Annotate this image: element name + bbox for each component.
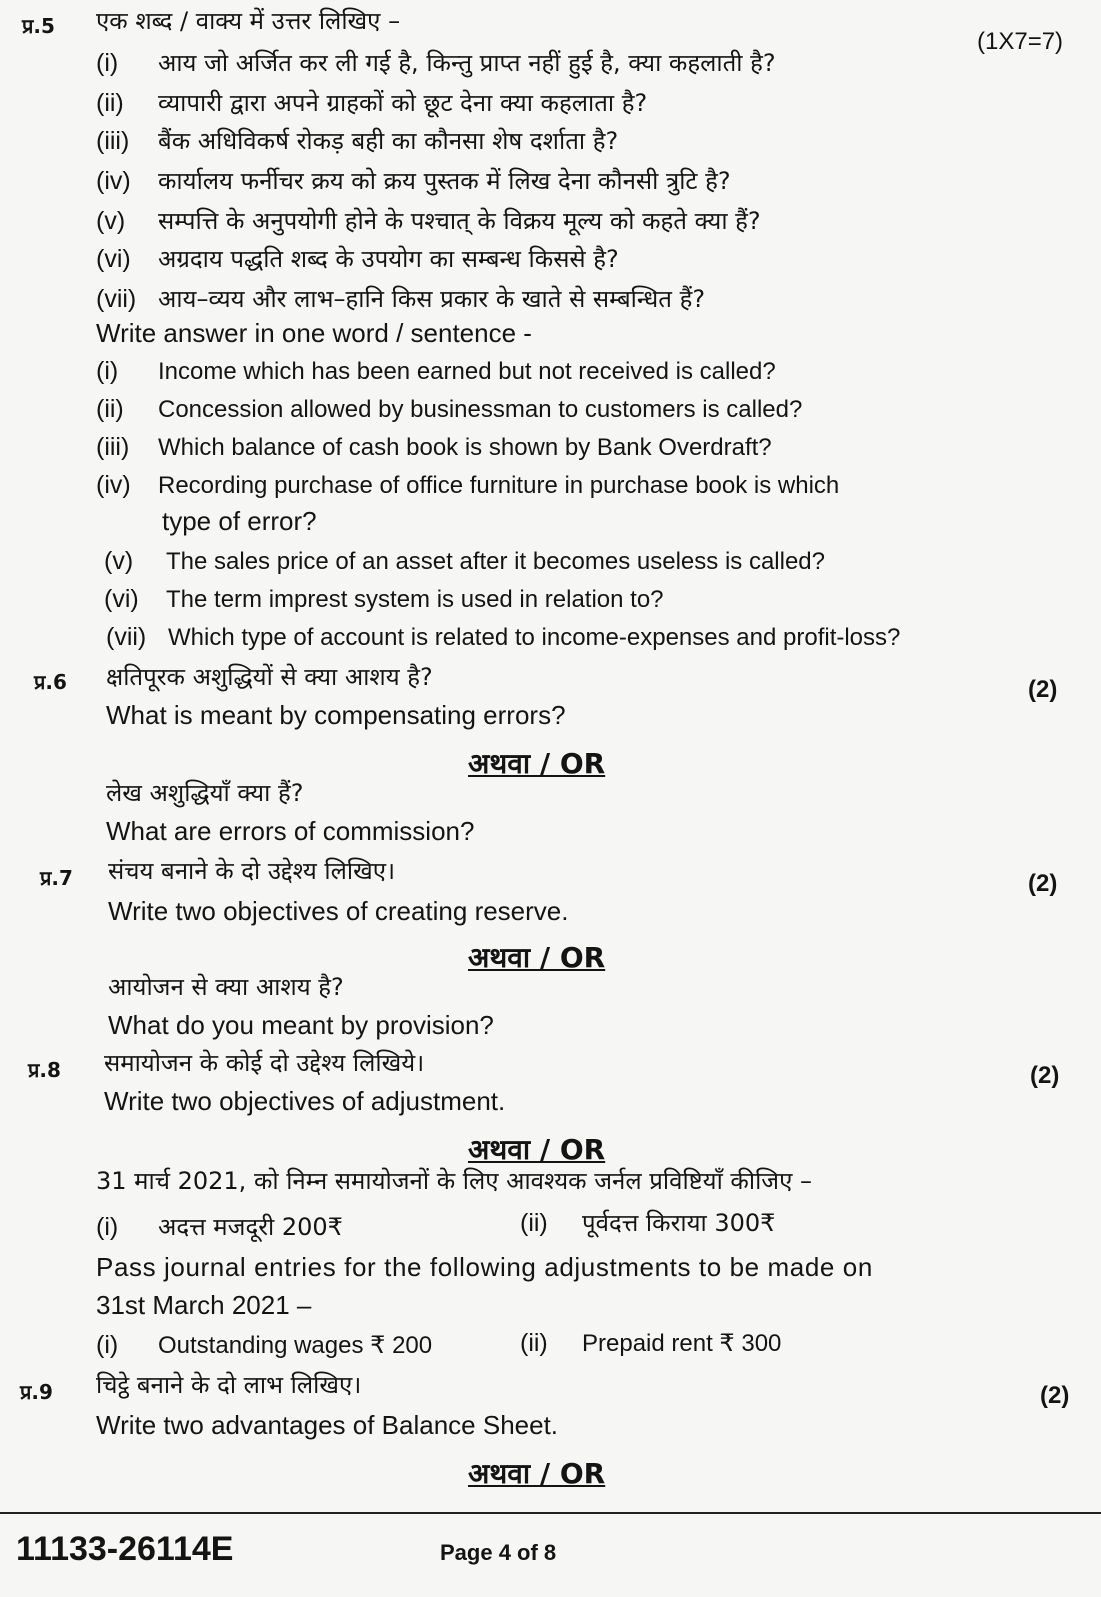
q5-hindi-item: (ii) व्यापारी द्वारा अपने ग्राहकों को छूट देना क्या कहलाता है? [96, 89, 648, 117]
q5-english-item: (iv) Recording purchase of office furniture in purchase book is which [96, 471, 840, 499]
question-6-number: प्र.6 [34, 670, 67, 694]
question-5-marks: (1X7=7) [977, 28, 1064, 55]
question-5-hindi-title: एक शब्द / वाक्य में उत्तर लिखिए – [96, 7, 401, 35]
question-7-marks: (2) [1028, 870, 1058, 897]
question-6-alt-english: What are errors of commission? [106, 816, 475, 846]
question-7-hindi: संचय बनाने के दो उद्देश्य लिखिए। [108, 857, 396, 885]
question-8-marks: (2) [1030, 1062, 1060, 1089]
question-6-alt-hindi: लेख अशुद्धियाँ क्या हैं? [106, 779, 304, 807]
question-8-alt-english-line-1: Pass journal entries for the following adjustments to be made on [96, 1252, 873, 1282]
question-9-english: Write two advantages of Balance Sheet. [96, 1410, 559, 1440]
q5-english-item: (vii) Which type of account is related to income-expenses and profit-loss? [106, 623, 901, 651]
question-8-alt-hindi-item-2: (ii) पूर्वदत्त किराया 300₹ [520, 1209, 776, 1237]
q5-hindi-item: (vi) अग्रदाय पद्धति शब्द के उपयोग का सम्बन्ध किससे है? [96, 245, 619, 273]
question-7-english: Write two objectives of creating reserve. [108, 896, 569, 926]
question-9-marks: (2) [1040, 1382, 1070, 1409]
q5-english-item: (v) The sales price of an asset after it becomes useless is called? [104, 547, 825, 575]
question-8-hindi: समायोजन के कोई दो उद्देश्य लिखिये। [104, 1049, 425, 1077]
question-7-alt-english: What do you meant by provision? [108, 1010, 494, 1040]
question-8-alt-hindi: 31 मार्च 2021, को निम्न समायोजनों के लिए आवश्यक जर्नल प्रविष्टियाँ कीजिए – [96, 1167, 813, 1195]
q5-hindi-item: (iv) कार्यालय फर्नीचर क्रय को क्रय पुस्तक में लिख देना कौनसी त्रुटि है? [96, 167, 731, 195]
q5-english-item: (iii) Which balance of cash book is shown by Bank Overdraft? [96, 433, 772, 461]
question-6-marks: (2) [1028, 676, 1058, 703]
footer-divider [0, 1512, 1101, 1514]
question-9-number: प्र.9 [20, 1380, 53, 1404]
question-8-english: Write two objectives of adjustment. [104, 1086, 506, 1116]
question-8-alt-hindi-item-1: (i) अदत्त मजदूरी 200₹ [96, 1213, 343, 1241]
or-separator: अथवा / OR [468, 1457, 606, 1490]
question-8-alt-english-item-1: (i) Outstanding wages ₹ 200 [96, 1331, 433, 1359]
q5-hindi-item: (iii) बैंक अधिविकर्ष रोकड़ बही का कौनसा शेष दर्शाता है? [96, 127, 619, 155]
question-7-alt-hindi: आयोजन से क्या आशय है? [108, 973, 344, 1001]
q5-english-item: (vi) The term imprest system is used in relation to? [104, 585, 664, 613]
question-7-number: प्र.7 [40, 866, 73, 890]
question-8-alt-english-item-2: (ii) Prepaid rent ₹ 300 [520, 1329, 782, 1357]
or-separator: अथवा / OR [468, 747, 606, 780]
q5-hindi-item: (v) सम्पत्ति के अनुपयोगी होने के पश्चात् के विक्रय मूल्य को कहते क्या हैं? [96, 207, 761, 235]
question-6-hindi: क्षतिपूरक अशुद्धियों से क्या आशय है? [106, 663, 433, 691]
question-5-number: प्र.5 [22, 14, 55, 38]
q5-hindi-item: (vii) आय–व्यय और लाभ–हानि किस प्रकार के खाते से सम्बन्धित हैं? [96, 285, 706, 313]
q5-hindi-item: (i) आय जो अर्जित कर ली गई है, किन्तु प्राप्त नहीं हुई है, क्या कहलाती है? [96, 49, 776, 77]
q5-english-item: (i) Income which has been earned but not received is called? [96, 357, 776, 385]
q5-english-item: (ii) Concession allowed by businessman to customers is called? [96, 395, 803, 423]
question-5-english-title: Write answer in one word / sentence - [96, 318, 532, 348]
question-9-hindi: चिट्ठे बनाने के दो लाभ लिखिए। [96, 1371, 362, 1399]
paper-code: 11133-26114E [16, 1530, 234, 1568]
q5-english-item-continuation: type of error? [162, 506, 317, 536]
page-number: Page 4 of 8 [440, 1540, 557, 1565]
question-8-alt-english-line-2: 31st March 2021 – [96, 1290, 312, 1320]
or-separator: अथवा / OR [468, 941, 606, 974]
or-separator: अथवा / OR [468, 1133, 606, 1166]
question-8-number: प्र.8 [28, 1058, 61, 1082]
question-6-english: What is meant by compensating errors? [106, 700, 566, 730]
